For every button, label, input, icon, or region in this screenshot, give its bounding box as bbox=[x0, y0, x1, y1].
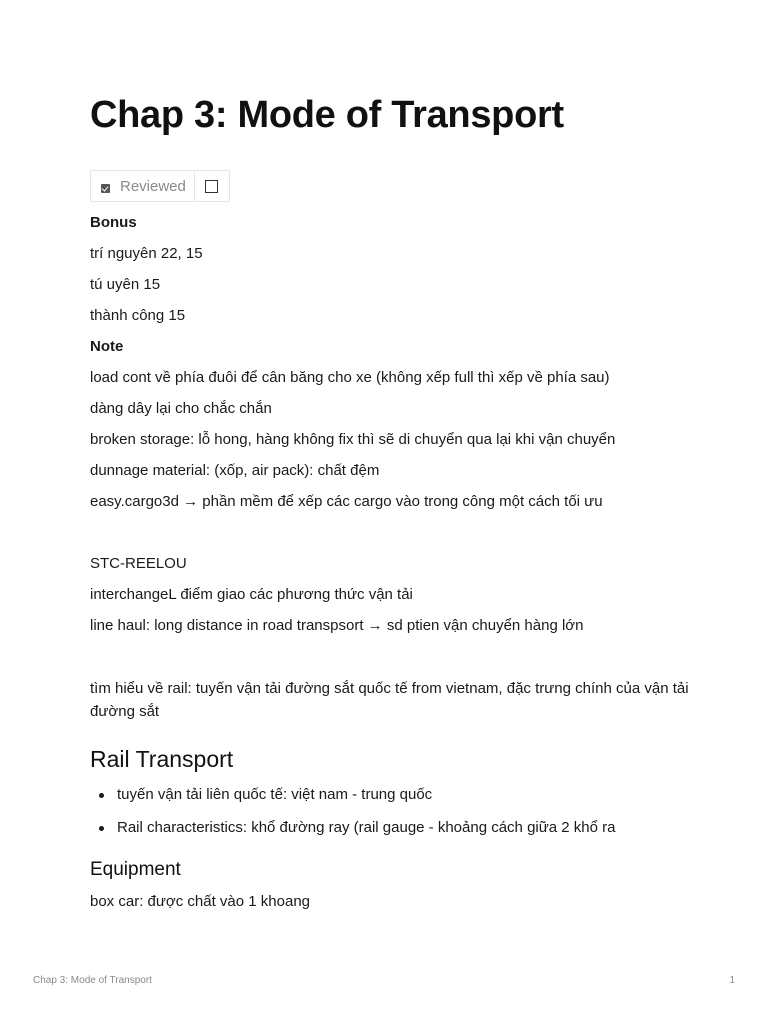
footer-doc-title: Chap 3: Mode of Transport bbox=[33, 975, 152, 986]
rail-bullet-list bbox=[90, 784, 710, 850]
reviewed-checkbox[interactable] bbox=[205, 180, 218, 193]
note-line-7: interchangeL điểm giao các phương thức vận tải bbox=[90, 586, 413, 603]
checkbox-property-icon bbox=[101, 184, 110, 193]
note-line-9: tìm hiểu về rail: tuyến vận tải đường sắt quốc tế from vietnam, đặc trưng chính của vận tải đường sắt bbox=[90, 680, 689, 720]
equipment-line-1: box car: được chất vào 1 khoang bbox=[90, 893, 311, 910]
bonus-line-2: tú uyên 15 bbox=[90, 276, 161, 293]
note-line-2: dàng dây lại cho chắc chắn bbox=[90, 400, 272, 417]
bonus-line-3: thành công 15 bbox=[90, 307, 186, 324]
note-line-8: line haul: long distance in road transpsort → sd ptien vận chuyển hàng lớn bbox=[90, 617, 584, 634]
page-title: Chap 3: Mode of Transport bbox=[90, 94, 564, 136]
footer-page-number: 1 bbox=[729, 975, 735, 986]
note-line-1: load cont về phía đuôi để cân băng cho xe (không xếp full thì xếp về phía sau) bbox=[90, 369, 610, 386]
bonus-line-1: trí nguyên 22, 15 bbox=[90, 245, 203, 262]
property-name-reviewed bbox=[91, 171, 195, 201]
bullet-dot-icon bbox=[99, 826, 104, 831]
bullet-dot-icon bbox=[99, 793, 104, 798]
note-line-4: dunnage material: (xốp, air pack): chất đệm bbox=[90, 462, 380, 479]
note-line-6: STC-REELOU bbox=[90, 555, 187, 572]
rail-transport-heading: Rail Transport bbox=[90, 746, 234, 772]
equipment-heading: Equipment bbox=[90, 859, 181, 880]
bonus-heading: Bonus bbox=[90, 214, 137, 231]
list-item-text: Rail characteristics: khổ đường ray (rail gauge - khoảng cách giữa 2 khổ ra bbox=[117, 819, 616, 836]
note-line-5: easy.cargo3d → phần mềm để xếp các cargo vào trong công một cách tối ưu bbox=[90, 493, 603, 510]
property-label: Reviewed bbox=[120, 177, 186, 195]
property-table bbox=[90, 170, 230, 202]
note-heading: Note bbox=[90, 338, 124, 355]
list-item-text: tuyến vận tải liên quốc tế: việt nam - trung quốc bbox=[117, 786, 433, 803]
list-item bbox=[90, 784, 710, 806]
list-item bbox=[90, 817, 710, 839]
note-line-3: broken storage: lỗ hong, hàng không fix thì sẽ di chuyển qua lại khi vận chuyển bbox=[90, 431, 616, 448]
property-value-reviewed[interactable] bbox=[195, 171, 229, 201]
